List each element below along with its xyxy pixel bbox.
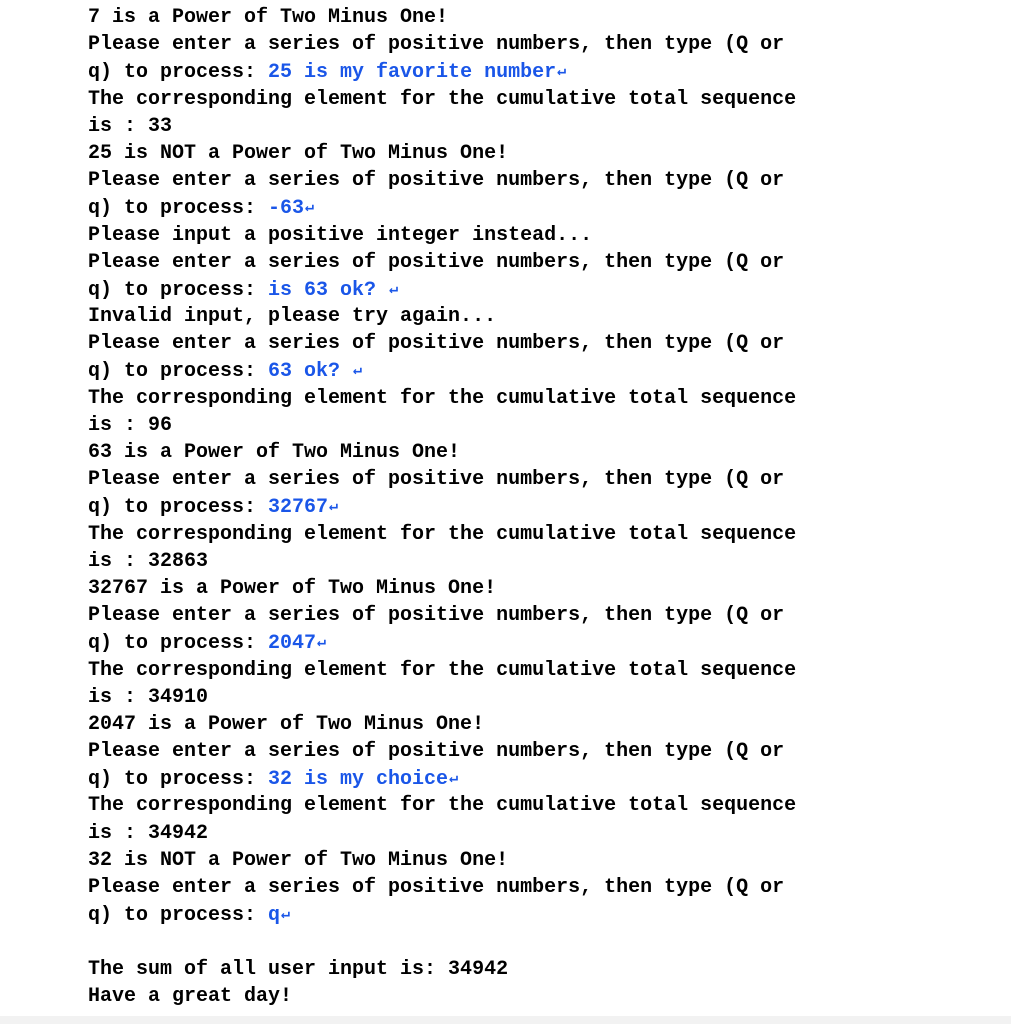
output-text: Please enter a series of positive numbers, then type (Q or: [88, 740, 785, 764]
prompt-text: q) to process:: [88, 61, 269, 85]
output-text: is : 33: [88, 114, 173, 138]
prompt-text: q) to process:: [88, 496, 269, 520]
console-line: [88, 86, 998, 113]
prompt-text: q) to process:: [88, 904, 269, 928]
console-prompt-line: [88, 629, 998, 656]
output-text: is : 96: [88, 413, 173, 437]
output-text: The corresponding element for the cumulative total sequence: [88, 658, 797, 682]
console-line: [88, 792, 998, 819]
enter-icon: ↵: [281, 906, 291, 924]
user-input-text: 32767: [268, 496, 329, 520]
user-input-text: q: [268, 904, 281, 928]
console-line: [88, 738, 998, 765]
console-line: [88, 602, 998, 629]
console-line: [88, 956, 998, 983]
enter-icon: ↵: [389, 280, 399, 298]
console-line: [88, 385, 998, 412]
output-text: Invalid input, please try again...: [88, 305, 497, 329]
console-line: [88, 983, 998, 1010]
output-text: The corresponding element for the cumulative total sequence: [88, 87, 797, 111]
console-prompt-line: [88, 276, 998, 303]
output-text: The sum of all user input is: 34942: [88, 957, 509, 981]
enter-icon: ↵: [329, 498, 339, 516]
prompt-text: q) to process:: [88, 197, 269, 221]
console-line: [88, 575, 998, 602]
enter-icon: ↵: [305, 199, 315, 217]
console-output: [88, 4, 998, 1010]
console-line: [88, 330, 998, 357]
console-line: [88, 167, 998, 194]
output-text: Please enter a series of positive numbers, then type (Q or: [88, 169, 785, 193]
console-line: [88, 412, 998, 439]
output-text: is : 34942: [88, 821, 209, 845]
console-line: [88, 140, 998, 167]
output-text: 25 is NOT a Power of Two Minus One!: [88, 141, 509, 165]
console-prompt-line: [88, 765, 998, 792]
enter-icon: ↵: [353, 362, 363, 380]
output-text: 32 is NOT a Power of Two Minus One!: [88, 848, 509, 872]
prompt-text: q) to process:: [88, 278, 269, 302]
user-input-text: 32 is my choice: [268, 768, 449, 792]
console-line: [88, 548, 998, 575]
output-text: is : 34910: [88, 685, 209, 709]
console-prompt-line: [88, 493, 998, 520]
console-line: [88, 303, 998, 330]
console-line: [88, 521, 998, 548]
console-line: [88, 711, 998, 738]
output-text: Please enter a series of positive numbers, then type (Q or: [88, 604, 785, 628]
user-input-text: 63 ok?: [268, 360, 353, 384]
output-text: is : 32863: [88, 549, 209, 573]
output-text: Please enter a series of positive numbers, then type (Q or: [88, 250, 785, 274]
console-prompt-line: [88, 357, 998, 384]
output-text: Have a great day!: [88, 984, 293, 1008]
console-line: [88, 222, 998, 249]
prompt-text: q) to process:: [88, 360, 269, 384]
console-line: [88, 847, 998, 874]
output-text: The corresponding element for the cumulative total sequence: [88, 386, 797, 410]
console-line: [88, 466, 998, 493]
enter-icon: ↵: [557, 63, 567, 81]
output-text: Please enter a series of positive numbers, then type (Q or: [88, 876, 785, 899]
enter-icon: ↵: [317, 634, 327, 652]
output-text: Please enter a series of positive numbers, then type (Q or: [88, 332, 785, 356]
console-line: [88, 820, 998, 847]
prompt-text: q) to process:: [88, 632, 269, 656]
output-text: 7 is a Power of Two Minus One!: [88, 6, 449, 29]
user-input-text: 2047: [268, 632, 317, 656]
user-input-text: -63: [268, 197, 305, 221]
console-line: [88, 249, 998, 276]
output-text: Please input a positive integer instead...: [88, 223, 593, 247]
output-text: 63 is a Power of Two Minus One!: [88, 441, 461, 464]
console-line: [88, 874, 998, 901]
user-input-text: 25 is my favorite number: [268, 61, 557, 85]
output-text: The corresponding element for the cumulative total sequence: [88, 794, 797, 818]
output-text: The corresponding element for the cumulative total sequence: [88, 522, 797, 546]
prompt-text: q) to process:: [88, 768, 269, 792]
enter-icon: ↵: [449, 770, 459, 788]
console-line: [88, 928, 998, 955]
console-line: [88, 113, 998, 140]
console-line: [88, 657, 998, 684]
console-line: [88, 31, 998, 58]
output-text: 32767 is a Power of Two Minus One!: [88, 576, 497, 600]
console-line: [88, 439, 998, 466]
output-text: Please enter a series of positive numbers, then type (Q or: [88, 33, 785, 57]
console-line: [88, 4, 998, 31]
console-line: [88, 684, 998, 711]
output-text: Please enter a series of positive numbers, then type (Q or: [88, 468, 785, 492]
console-prompt-line: [88, 58, 998, 85]
window-bottom-edge: [0, 1016, 1011, 1024]
output-text: 2047 is a Power of Two Minus One!: [88, 712, 485, 736]
console-prompt-line: [88, 901, 998, 928]
console-prompt-line: [88, 194, 998, 221]
user-input-text: is 63 ok?: [268, 278, 389, 302]
